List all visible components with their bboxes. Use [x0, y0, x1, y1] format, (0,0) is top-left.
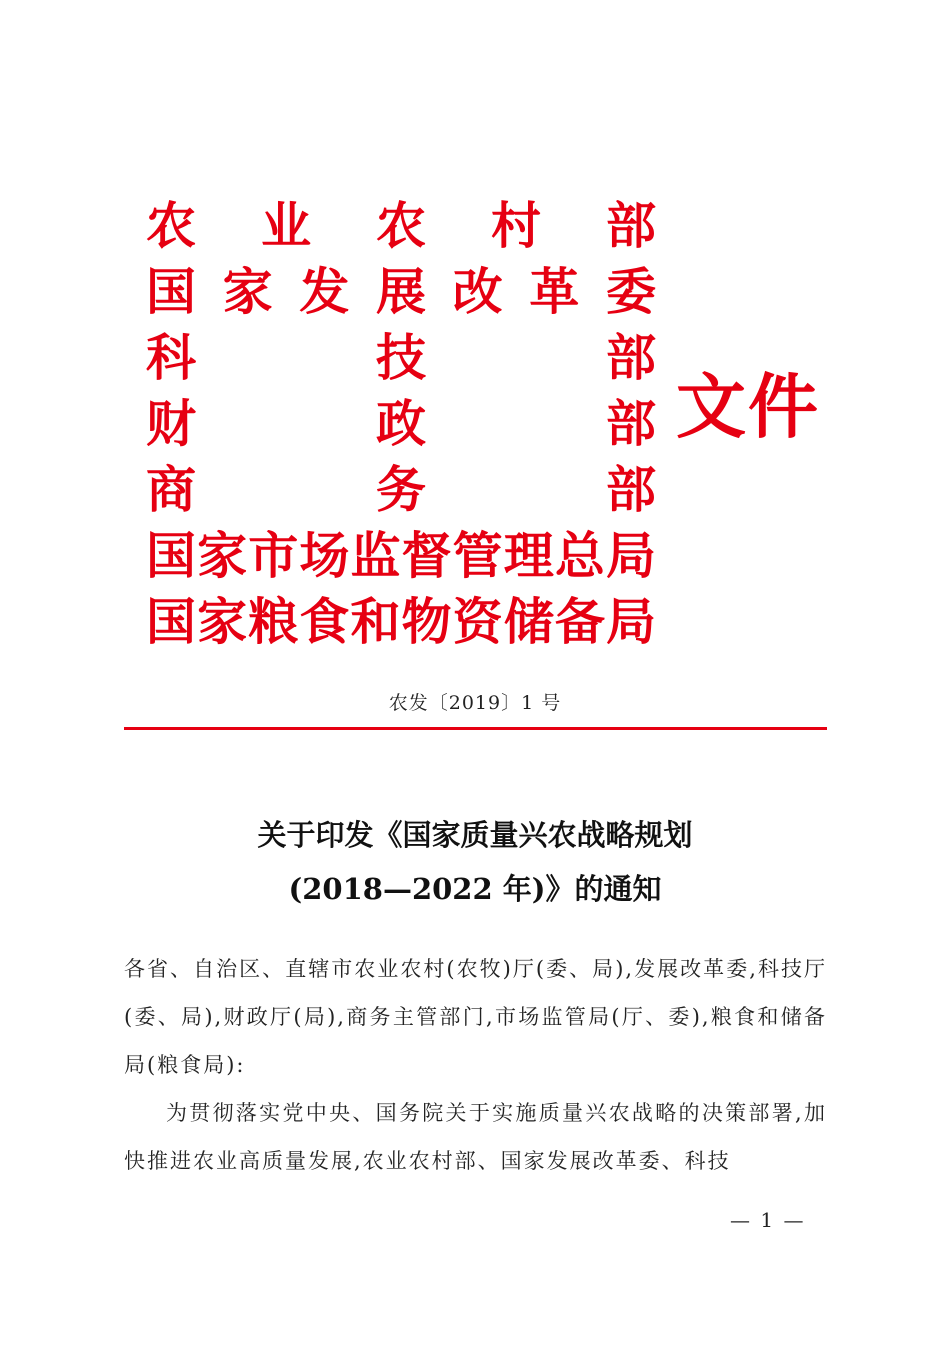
dept-char: 国: [146, 592, 196, 651]
dept-char: 场: [299, 526, 350, 585]
dept-row-market-regulation: [146, 523, 656, 589]
dept-char: 备: [554, 592, 605, 651]
dept-char: 总: [554, 526, 605, 585]
dept-char: 局: [605, 592, 656, 651]
dept-char: 资: [452, 592, 503, 651]
dept-char: 部: [606, 394, 656, 453]
dept-char: 理: [503, 526, 554, 585]
dept-char: 展: [375, 262, 426, 321]
dept-char: 督: [401, 526, 452, 585]
document-body: [124, 945, 827, 1185]
dept-char: 家: [222, 262, 273, 321]
dept-char: 村: [491, 196, 541, 255]
dept-char: 改: [452, 262, 503, 321]
dept-char: 局: [605, 526, 656, 585]
dept-char: 部: [606, 196, 656, 255]
dept-char: 和: [350, 592, 401, 651]
dept-char: 业: [261, 196, 311, 255]
dept-char: 技: [376, 328, 426, 387]
dept-char: 国: [146, 262, 196, 321]
dept-char: 市: [248, 526, 299, 585]
dept-char: 部: [606, 460, 656, 519]
dept-char: 家: [197, 526, 248, 585]
dept-char: 物: [401, 592, 452, 651]
salutation: 各省、自治区、直辖市农业农村(农牧)厅(委、局),发展改革委,科技厅(委、局),财政厅(局),商务主管部门,市场监管局(厅、委),粮食和储备局(粮食局):: [124, 957, 827, 1077]
body-paragraph: 为贯彻落实党中央、国务院关于实施质量兴农战略的决策部署,加快推进农业高质量发展,农业农村部、国家发展改革委、科技: [124, 1101, 827, 1173]
dept-char: 粮: [248, 592, 299, 651]
issuing-departments: [146, 193, 656, 655]
dept-row-ndrc: [146, 259, 656, 325]
dept-row-commerce: [146, 457, 656, 523]
document-suffix: 文件: [676, 365, 820, 448]
document-title: [0, 808, 950, 916]
dept-char: 政: [376, 394, 426, 453]
dept-char: 财: [146, 394, 196, 453]
dept-char: 家: [197, 592, 248, 651]
dept-char: 储: [503, 592, 554, 651]
dept-char: 部: [606, 328, 656, 387]
dept-char: 务: [376, 460, 426, 519]
dept-char: 农: [146, 196, 196, 255]
red-divider-line: [124, 727, 827, 730]
dept-char: 发: [299, 262, 350, 321]
dept-char: 农: [376, 196, 426, 255]
dept-row-science: [146, 325, 656, 391]
dept-row-finance: [146, 391, 656, 457]
title-line-1: 关于印发《国家质量兴农战略规划: [257, 818, 693, 852]
document-number: 农发〔2019〕1 号: [388, 692, 562, 714]
page-number: — 1 —: [730, 1208, 806, 1232]
dept-char: 食: [299, 592, 350, 651]
dept-char: 委: [605, 262, 656, 321]
dept-row-agriculture: [146, 193, 656, 259]
dept-char: 革: [529, 262, 580, 321]
title-line-2: (2018—2022 年)》的通知: [288, 872, 662, 906]
dept-char: 商: [146, 460, 196, 519]
dept-char: 管: [452, 526, 503, 585]
dept-char: 科: [146, 328, 196, 387]
dept-char: 监: [350, 526, 401, 585]
dept-row-grain-reserves: [146, 589, 656, 655]
dept-char: 国: [146, 526, 196, 585]
